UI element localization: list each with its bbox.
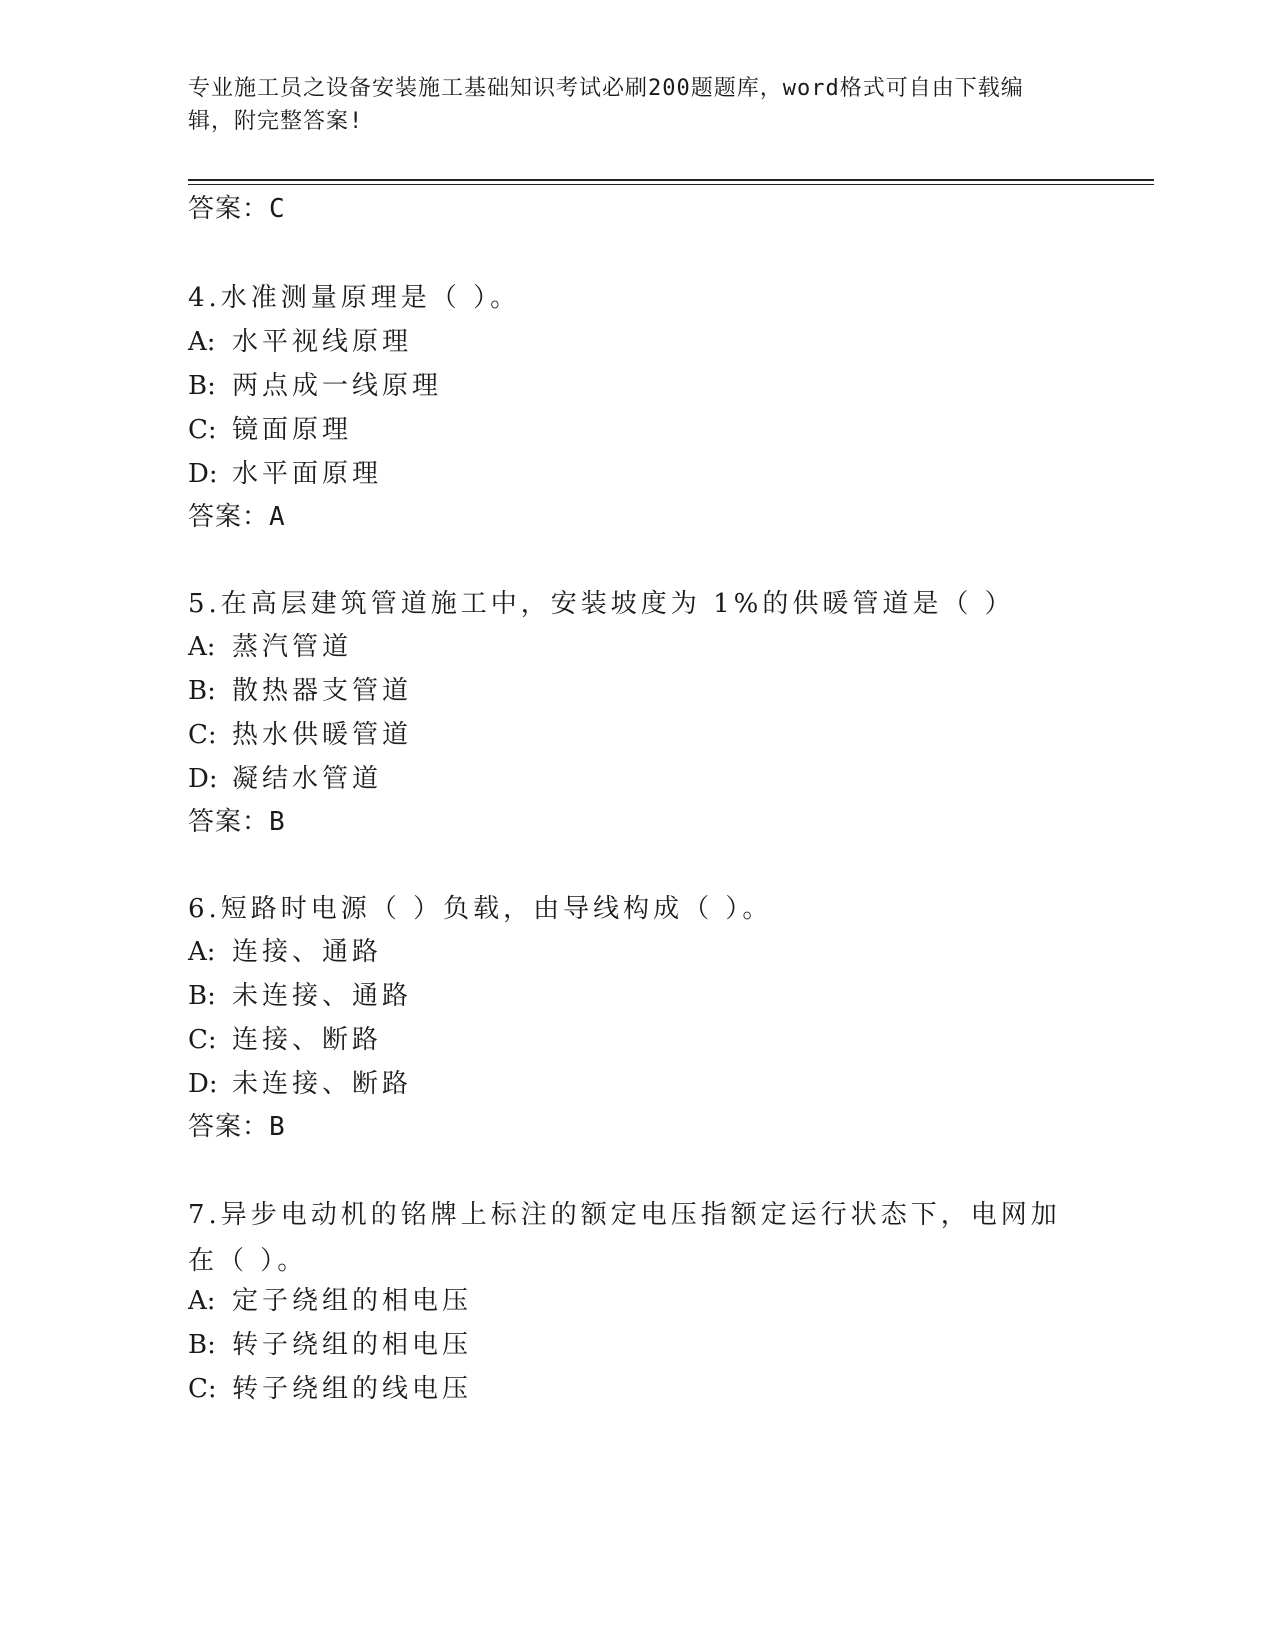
question-stem: 4.水准测量原理是（ ）。 — [188, 283, 521, 313]
option-key: A: — [188, 327, 216, 357]
option-key: A: — [188, 1286, 216, 1316]
option-c — [188, 718, 412, 752]
document-header: 专业施工员之设备安装施工基础知识考试必刷200题题库，word格式可自由下载编辑，附完整答案! — [188, 76, 1024, 134]
option-key: B: — [188, 676, 216, 706]
option-key: D: — [188, 764, 218, 794]
option-c — [188, 1372, 472, 1406]
option-text: 连接、断路 — [232, 1025, 383, 1055]
option-text: 散热器支管道 — [232, 676, 413, 706]
option-a — [188, 1284, 472, 1318]
option-key: B: — [188, 371, 216, 401]
answer-label: 答案： — [188, 807, 270, 837]
option-a — [188, 935, 382, 969]
option-b — [188, 369, 442, 403]
question-stem: 7.异步电动机的铭牌上标注的额定电压指额定运行状态下，电网加在（ ）。 — [188, 1200, 1061, 1276]
option-text: 凝结水管道 — [232, 764, 383, 794]
answer-label: 答案： — [188, 194, 270, 224]
option-b — [188, 674, 412, 708]
answer-value: B — [269, 807, 286, 837]
option-key: A: — [188, 632, 216, 662]
option-text: 定子绕组的相电压 — [232, 1286, 473, 1316]
answer-line — [188, 805, 286, 839]
answer-line — [188, 1110, 286, 1144]
option-text: 水平视线原理 — [232, 327, 413, 357]
option-b — [188, 1328, 472, 1362]
answer-label: 答案： — [188, 1112, 270, 1142]
option-b — [188, 979, 412, 1013]
option-key: D: — [188, 1069, 218, 1099]
option-text: 蒸汽管道 — [232, 632, 353, 662]
answer-line — [188, 500, 286, 534]
option-key: B: — [188, 981, 216, 1011]
option-key: C: — [188, 1374, 217, 1404]
option-text: 两点成一线原理 — [232, 371, 443, 401]
answer-line — [188, 192, 286, 226]
option-key: C: — [188, 415, 217, 445]
option-key: D: — [188, 459, 218, 489]
question-stem: 5.在高层建筑管道施工中，安装坡度为 1%的供暖管道是（ ） — [188, 589, 1015, 619]
option-text: 热水供暖管道 — [232, 720, 413, 750]
option-text: 连接、通路 — [232, 937, 383, 967]
option-key: C: — [188, 720, 217, 750]
answer-value: C — [269, 194, 286, 224]
option-c — [188, 413, 352, 447]
option-key: B: — [188, 1330, 216, 1360]
option-d — [188, 1067, 412, 1101]
option-key: C: — [188, 1025, 217, 1055]
header-divider-thick — [188, 179, 1154, 181]
option-text: 水平面原理 — [232, 459, 383, 489]
option-text: 未连接、断路 — [232, 1069, 413, 1099]
option-d — [188, 457, 382, 491]
option-a — [188, 630, 352, 664]
option-a — [188, 325, 412, 359]
option-text: 镜面原理 — [232, 415, 353, 445]
option-key: A: — [188, 937, 216, 967]
option-c — [188, 1023, 382, 1057]
header-divider-thin — [188, 184, 1154, 185]
option-text: 未连接、通路 — [232, 981, 413, 1011]
question-stem: 6.短路时电源（ ）负载，由导线构成（ ）。 — [188, 894, 773, 924]
option-text: 转子绕组的相电压 — [232, 1330, 473, 1360]
option-d — [188, 762, 382, 796]
answer-label: 答案： — [188, 502, 270, 532]
option-text: 转子绕组的线电压 — [232, 1374, 473, 1404]
answer-value: A — [269, 502, 286, 532]
answer-value: B — [269, 1112, 286, 1142]
